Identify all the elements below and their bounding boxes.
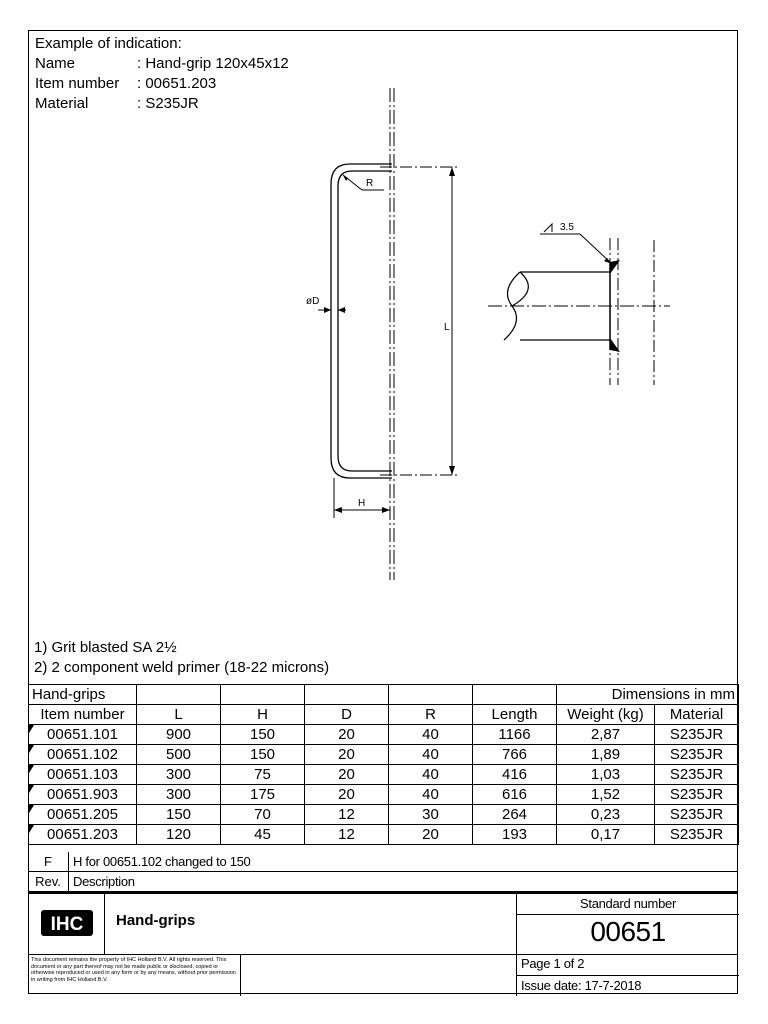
table-cell: 616 [473, 785, 557, 805]
dimension-h-arrow-right [382, 507, 390, 513]
table-header-row [29, 705, 739, 725]
table-cell: 1,03 [557, 765, 655, 785]
table-cell: 0,17 [557, 825, 655, 845]
table-cell: 150 [221, 725, 305, 745]
note-1: 1) Grit blasted SA 2½ [34, 639, 177, 656]
dimension-l-arrow-top [449, 167, 455, 176]
grip-outer-outline [331, 164, 392, 478]
table-cell: 20 [389, 825, 473, 845]
table-cell: 12 [305, 825, 389, 845]
table-cell: S235JR [655, 745, 739, 765]
table-row [29, 785, 739, 805]
example-key: Material [35, 95, 89, 112]
table-cell: S235JR [655, 725, 739, 745]
standard-number-label: Standard number [517, 894, 739, 915]
column-header: Length [473, 705, 557, 725]
example-value: : S235JR [137, 95, 199, 112]
table-cell: 70 [221, 805, 305, 825]
ihc-logo [33, 904, 101, 944]
column-header: Material [655, 705, 739, 725]
table-row [29, 745, 739, 765]
table-cell: 2,87 [557, 725, 655, 745]
table-cell: 120 [137, 825, 221, 845]
standard-number-box [516, 894, 739, 954]
label-height: H [358, 498, 366, 509]
table-row [29, 725, 739, 745]
copyright-notice: This document remains the property of IHC Holland B.V. All rights reserved. This document or any part thereof may not be made public or disclosed, copied or otherwise reproduced or used in any form or by any means, without prior permission in writing from IHC Holland B.V. [31, 957, 236, 983]
table-cell: 40 [389, 785, 473, 805]
table-cell: 264 [473, 805, 557, 825]
table-cell: 40 [389, 765, 473, 785]
example-value: : Hand-grip 120x45x12 [137, 55, 289, 72]
page-info [516, 954, 739, 996]
table-cell: 75 [221, 765, 305, 785]
table-cell: 1166 [473, 725, 557, 745]
table-cell: S235JR [655, 765, 739, 785]
table-cell: 20 [305, 785, 389, 805]
table-cell: 300 [137, 785, 221, 805]
column-header: Weight (kg) [557, 705, 655, 725]
dimension-l-arrow-bottom [449, 466, 455, 475]
table-cell: 00651.205 [29, 805, 137, 825]
table-cell: 00651.101 [29, 725, 137, 745]
column-header: D [305, 705, 389, 725]
table-cell: 1,89 [557, 745, 655, 765]
table-cell: 193 [473, 825, 557, 845]
table-cell: 12 [305, 805, 389, 825]
column-header: L [137, 705, 221, 725]
table-title: Hand-grips [29, 685, 137, 705]
drawing-title: Hand-grips [116, 912, 196, 929]
table-cell: 0,23 [557, 805, 655, 825]
revision-block [28, 852, 738, 892]
revision-description: H for 00651.102 changed to 150 [73, 854, 251, 869]
note-2: 2) 2 component weld primer (18-22 microns) [34, 659, 330, 676]
label-weld-size: 3.5 [560, 222, 574, 233]
column-header: R [389, 705, 473, 725]
revision-entry [28, 852, 738, 872]
diameter-arrowhead-a [324, 307, 331, 313]
example-value: : 00651.203 [137, 75, 217, 92]
label-diameter: øD [306, 296, 320, 307]
table-cell: S235JR [655, 785, 739, 805]
table-row [29, 825, 739, 845]
issue-date: Issue date: 17-7-2018 [521, 978, 642, 993]
table-row [29, 765, 739, 785]
grip-inner-outline [338, 171, 392, 471]
table-cell: 900 [137, 725, 221, 745]
notes [34, 638, 329, 678]
revision-letter: F [28, 852, 69, 871]
column-header: Item number [29, 705, 137, 725]
table-cell: 40 [389, 725, 473, 745]
example-key: Name [35, 55, 76, 72]
table-cell: 766 [473, 745, 557, 765]
radius-arrowhead [343, 175, 348, 181]
example-heading: Example of indication: [35, 35, 182, 52]
example-key: Item number [35, 75, 120, 92]
title-block [28, 892, 738, 994]
table-row [29, 805, 739, 825]
table-cell: S235JR [655, 805, 739, 825]
table-cell: 1,52 [557, 785, 655, 805]
label-length: L [444, 322, 450, 333]
revision-header-desc: Description [73, 874, 135, 889]
logo-text: IHC [50, 914, 84, 935]
table-cell: 500 [137, 745, 221, 765]
table-cell: 45 [221, 825, 305, 845]
table-cell: 175 [221, 785, 305, 805]
weld-leader-arrowhead [604, 258, 612, 264]
table-units: Dimensions in mm [557, 685, 739, 705]
column-header: H [221, 705, 305, 725]
table-cell: 150 [221, 745, 305, 765]
table-cell: 40 [389, 745, 473, 765]
table-cell: 00651.903 [29, 785, 137, 805]
table-cell: 00651.203 [29, 825, 137, 845]
dimensions-table [28, 684, 739, 845]
table-cell: 20 [305, 765, 389, 785]
diameter-arrowhead-b [338, 307, 345, 313]
dimension-h-arrow-left [334, 507, 342, 513]
table-cell: 150 [137, 805, 221, 825]
weld-fillet-symbol [544, 224, 552, 232]
table-title-row [29, 685, 739, 705]
label-radius: R [366, 178, 374, 189]
revision-header-rev: Rev. [28, 872, 69, 891]
table-cell: 30 [389, 805, 473, 825]
standard-number: 00651 [590, 916, 666, 947]
table-cell: 300 [137, 765, 221, 785]
table-cell: S235JR [655, 825, 739, 845]
table-cell: 00651.103 [29, 765, 137, 785]
table-cell: 00651.102 [29, 745, 137, 765]
table-cell: 416 [473, 765, 557, 785]
table-cell: 20 [305, 725, 389, 745]
revision-header [28, 872, 738, 892]
table-cell: 20 [305, 745, 389, 765]
page-number: Page 1 of 2 [521, 956, 585, 971]
